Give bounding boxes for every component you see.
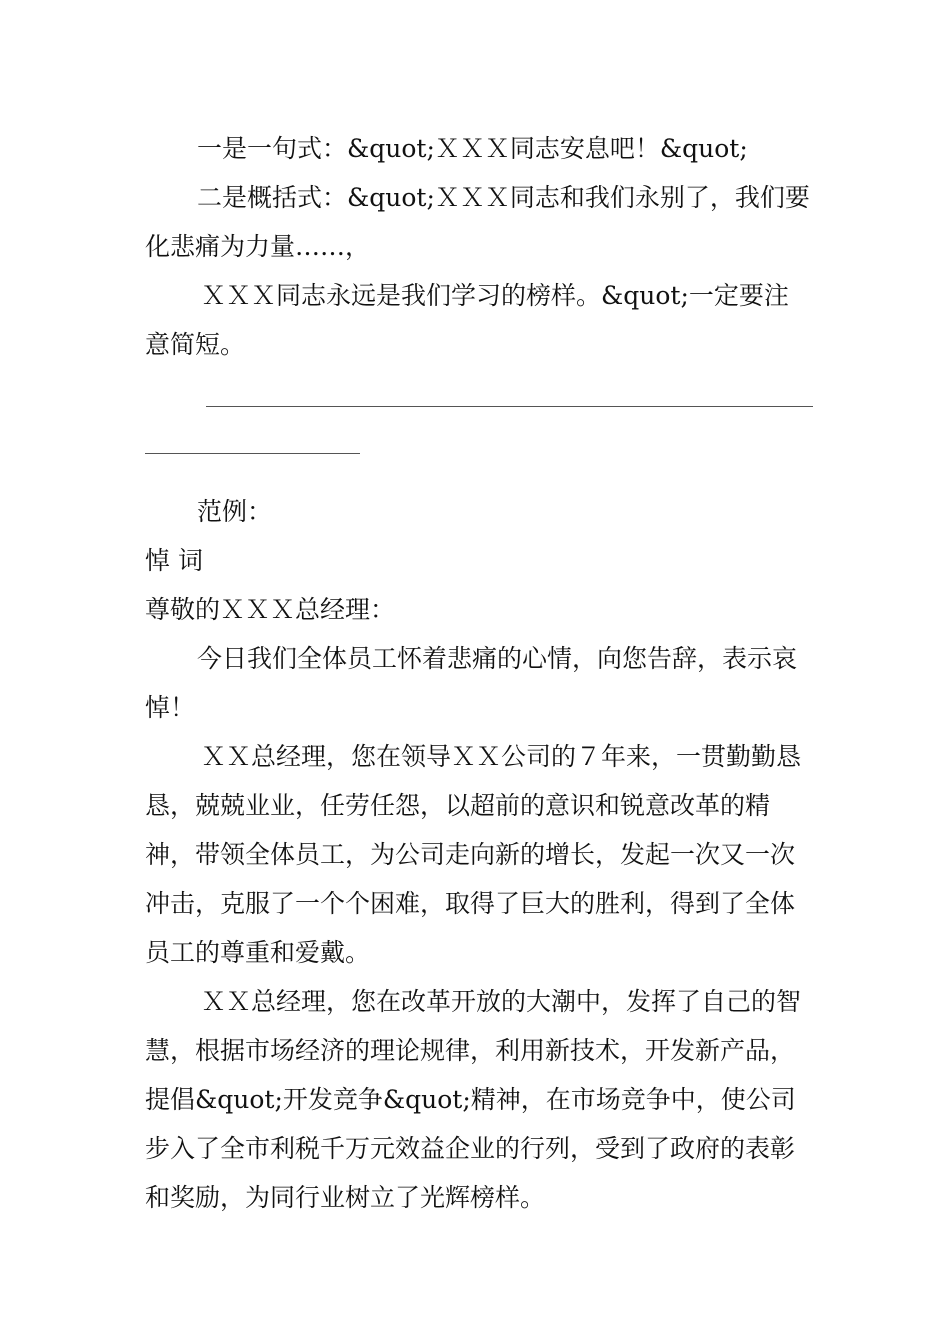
- body-paragraph-1: 今日我们全体员工怀着悲痛的心情，向您告辞，表示哀悼！: [145, 644, 798, 722]
- separator-line-upper: [206, 406, 813, 407]
- separator-line-lower: [145, 453, 360, 454]
- paragraph-summary-style: 二是概括式：&quot;ＸＸＸ同志和我们永别了，我们要化悲痛为力量……，: [145, 183, 810, 261]
- separator-rule: [145, 369, 810, 487]
- example-label: 范例：: [197, 497, 273, 526]
- paragraph-one-sentence-style: 一是一句式：&quot;ＸＸＸ同志安息吧！&quot;: [197, 134, 748, 163]
- body-paragraph-3: ＸＸ总经理，您在改革开放的大潮中，发挥了自己的智慧，根据市场经济的理论规律，利用新技术，开发新产品，提倡&quot;开发竞争&quot;精神，在市场竞争中，使公司步入了全市利税千万元效益企业的行列，受到了政府的表彰和奖励，为同行业树立了光辉榜样。: [145, 987, 802, 1212]
- body-paragraph-2: ＸＸ总经理，您在领导ＸＸ公司的７年来，一贯勤勤恳恳，兢兢业业，任劳任怨，以超前的意识和锐意改革的精神，带领全体员工，为公司走向新的增长，发起一次又一次冲击，克服了一个个困难，取得了巨大的胜利，得到了全体员工的尊重和爱戴。: [145, 742, 802, 967]
- paragraph-brevity-note: ＸＸＸ同志永远是我们学习的榜样。&quot;一定要注意简短。: [145, 281, 789, 359]
- salutation: 尊敬的ＸＸＸ总经理：: [145, 595, 396, 624]
- eulogy-title: 悼 词: [145, 546, 203, 575]
- document-page: [145, 124, 810, 1222]
